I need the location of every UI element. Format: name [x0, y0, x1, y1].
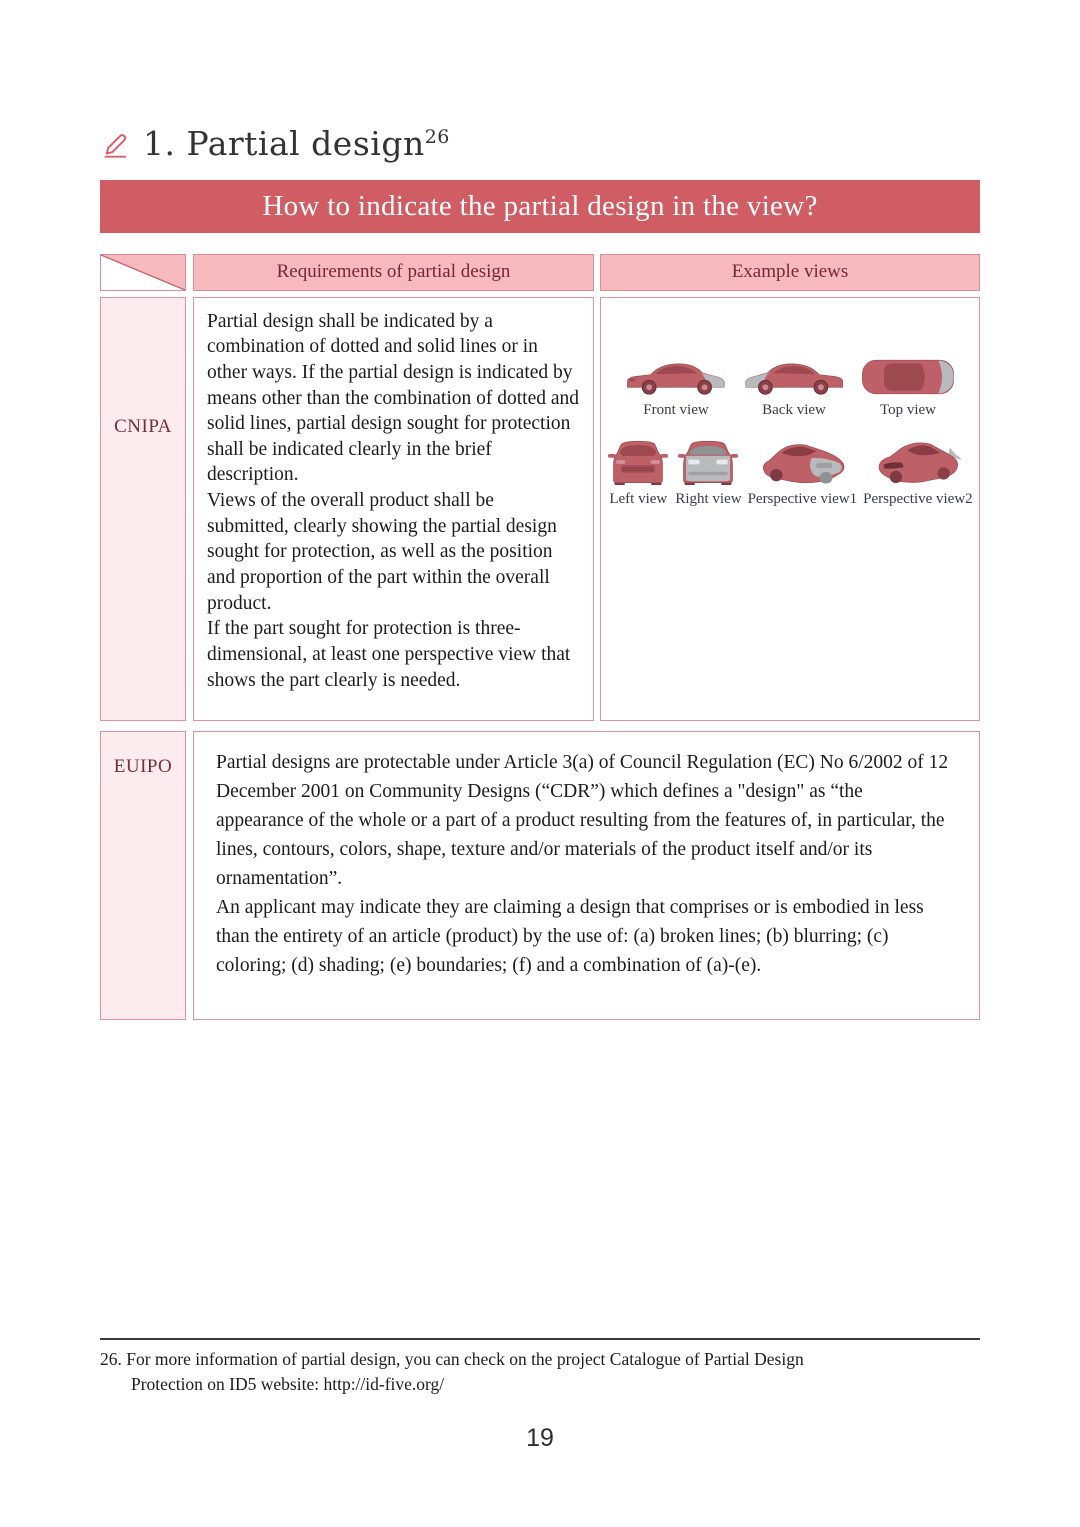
car-side-front-view-icon: [624, 354, 728, 398]
office-label-cnipa: CNIPA: [100, 297, 186, 721]
page-title-text: 1. Partial design: [143, 124, 425, 163]
example-figure-perspective-view-1: [748, 435, 858, 508]
car-perspective-view-2-icon: [872, 435, 964, 487]
example-figure-front-view: [624, 354, 728, 419]
table-row-cnipa: [100, 297, 980, 721]
example-caption: Back view: [762, 401, 826, 418]
car-top-view-icon: [860, 356, 956, 398]
euipo-requirements-cell: [193, 731, 980, 1020]
example-caption: Front view: [643, 401, 709, 418]
cnipa-paragraph-3: If the part sought for protection is three-dimensional, at least one perspective view that shows the part clearly is needed.: [207, 618, 571, 691]
example-caption: Top view: [879, 401, 937, 418]
example-figure-top-view: [860, 356, 956, 419]
car-perspective-view-1-icon: [756, 435, 848, 487]
car-right-view-icon: [677, 436, 739, 487]
page-title: [143, 124, 450, 164]
footnote-line-2: Protection on ID5 website: http://id-five.org/: [131, 1373, 445, 1394]
cnipa-requirements-cell: [193, 297, 594, 721]
euipo-paragraph-2: An applicant may indicate they are claiming a design that comprises or is embodied in less than the entirety of an article (product) by the use of: (a) broken lines; (b) blurring; (c) coloring; (d) shading; (e) boundaries; (f) and a combination of (a)-(e).: [216, 896, 924, 976]
office-label-euipo: EUIPO: [100, 731, 186, 1020]
corner-diagonal-icon: [100, 254, 186, 291]
table-title-text: How to indicate the partial design in the view?: [262, 189, 818, 222]
euipo-paragraph-1: Partial designs are protectable under Article 3(a) of Council Regulation (EC) No 6/2002 of 12 December 2001 on Community Designs (“CDR”) which defines a "design" as “the appearance of the whole or a part of a product resulting from the features of, in particular, the lines, contours, colors, shape, texture and/or materials of the product itself and/or its ornamentation”.: [216, 751, 949, 889]
example-caption: Right view: [675, 490, 742, 507]
example-caption: Perspective view1: [747, 490, 858, 507]
example-caption: Left view: [609, 490, 668, 507]
example-figure-back-view: [742, 354, 846, 419]
cnipa-example-views-cell: [600, 297, 980, 721]
cnipa-paragraph-1: Partial design shall be indicated by a combination of dotted and solid lines or in other ways. If the partial design is indicated by means other than the combination of dotted and solid lines, partial design sought for protection shall be indicated clearly in the brief description.: [207, 310, 580, 486]
table-header-row: [100, 254, 980, 291]
example-caption: Perspective view2: [863, 490, 973, 507]
example-figure-right-view: [675, 436, 741, 508]
corner-cell: [100, 254, 186, 291]
car-left-view-icon: [607, 436, 669, 487]
example-views-row-2: [601, 435, 979, 508]
example-figure-perspective-view-2: [863, 435, 973, 508]
section-title-row: [100, 124, 980, 164]
cnipa-paragraph-2: Views of the overall product shall be submitted, clearly showing the partial design sought for protection, as well as the position and proportion of the part within the overall product.: [207, 490, 557, 614]
table-title-banner: [100, 180, 980, 233]
column-header-example-views: Example views: [600, 254, 980, 291]
title-footnote-ref: 26: [424, 126, 450, 148]
car-side-back-view-icon: [742, 354, 846, 398]
footnote-line-1: 26. For more information of partial design, you can check on the project Catalogue of Partial Design: [100, 1349, 804, 1369]
pencil-icon: [100, 128, 130, 160]
example-views-row-1: [601, 354, 979, 419]
page-number: 19: [526, 1424, 554, 1452]
table-row-euipo: [100, 731, 980, 1020]
footnote: [100, 1338, 980, 1396]
column-header-requirements: Requirements of partial design: [193, 254, 594, 291]
example-figure-left-view: [607, 436, 669, 508]
